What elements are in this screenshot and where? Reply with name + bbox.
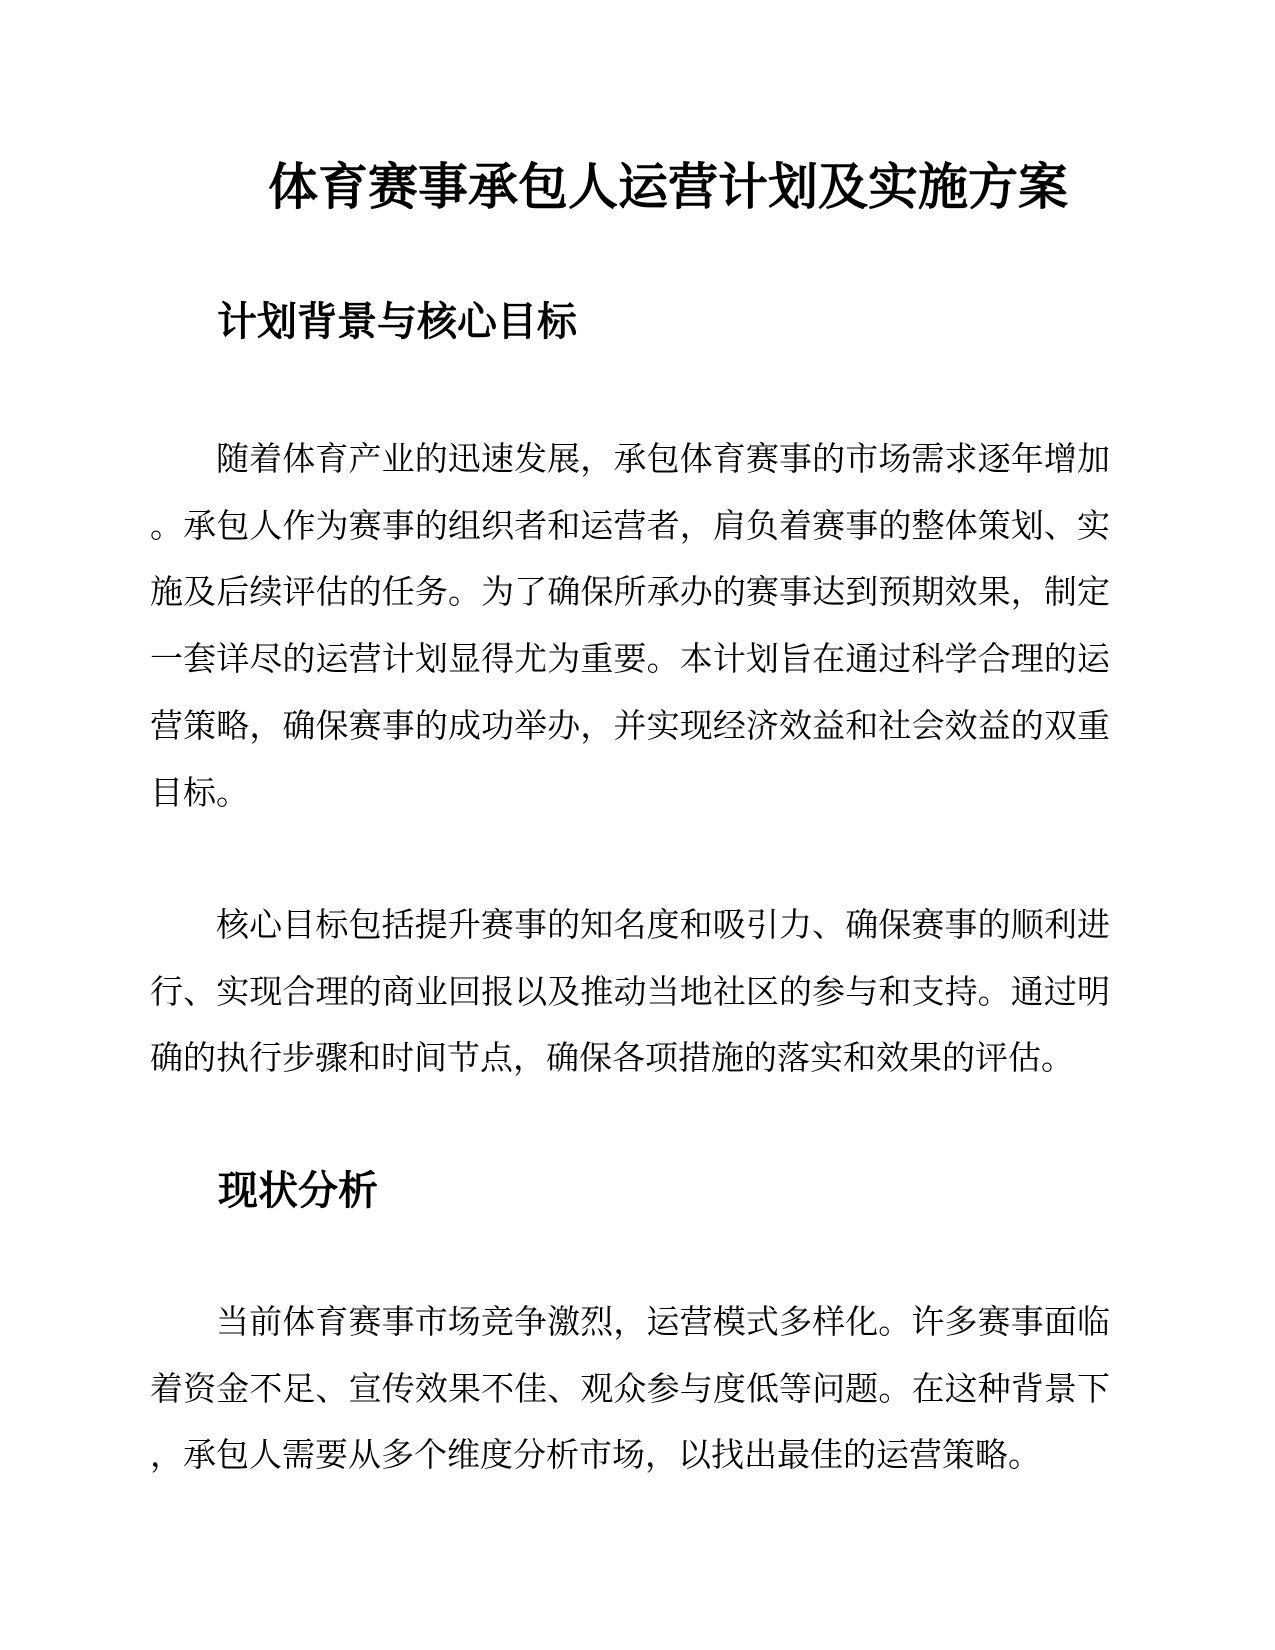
text-line: 着资金不足、宣传效果不佳、观众参与度低等问题。在这种背景下 (150, 1371, 1110, 1408)
text-line: 行、实现合理的商业回报以及推动当地社区的参与和支持。通过明 (150, 974, 1110, 1011)
text-line: ，承包人需要从多个维度分析市场，以找出最佳的运营策略。 (150, 1438, 1041, 1475)
text-line: 随着体育产业的迅速发展，承包体育赛事的市场需求逐年增加 (216, 442, 1110, 478)
section-heading-current-analysis: 现状分析 (218, 1169, 378, 1213)
text-line: 目标。 (150, 775, 249, 812)
text-line: 一套详尽的运营计划显得尤为重要。本计划旨在通过科学合理的运 (150, 642, 1110, 679)
text-line: 。承包人作为赛事的组织者和运营者，肩负着赛事的整体策划、实 (150, 508, 1110, 545)
paragraph (150, 427, 1110, 827)
paragraph (150, 893, 1110, 1093)
section-heading-background-goals: 计划背景与核心目标 (217, 300, 577, 344)
text-line: 施及后续评估的任务。为了确保所承办的赛事达到预期效果，制定 (150, 575, 1110, 612)
text-line: 营策略，确保赛事的成功举办，并实现经济效益和社会效益的双重 (150, 708, 1110, 745)
text-line: 确的执行步骤和时间节点，确保各项措施的落实和效果的评估。 (150, 1041, 1074, 1078)
text-line: 核心目标包括提升赛事的知名度和吸引力、确保赛事的顺利进 (216, 908, 1110, 944)
text-line: 当前体育赛事市场竞争激烈，运营模式多样化。许多赛事面临 (216, 1305, 1110, 1341)
paragraph (150, 1290, 1110, 1490)
document-title: 体育赛事承包人运营计划及实施方案 (268, 159, 1068, 215)
